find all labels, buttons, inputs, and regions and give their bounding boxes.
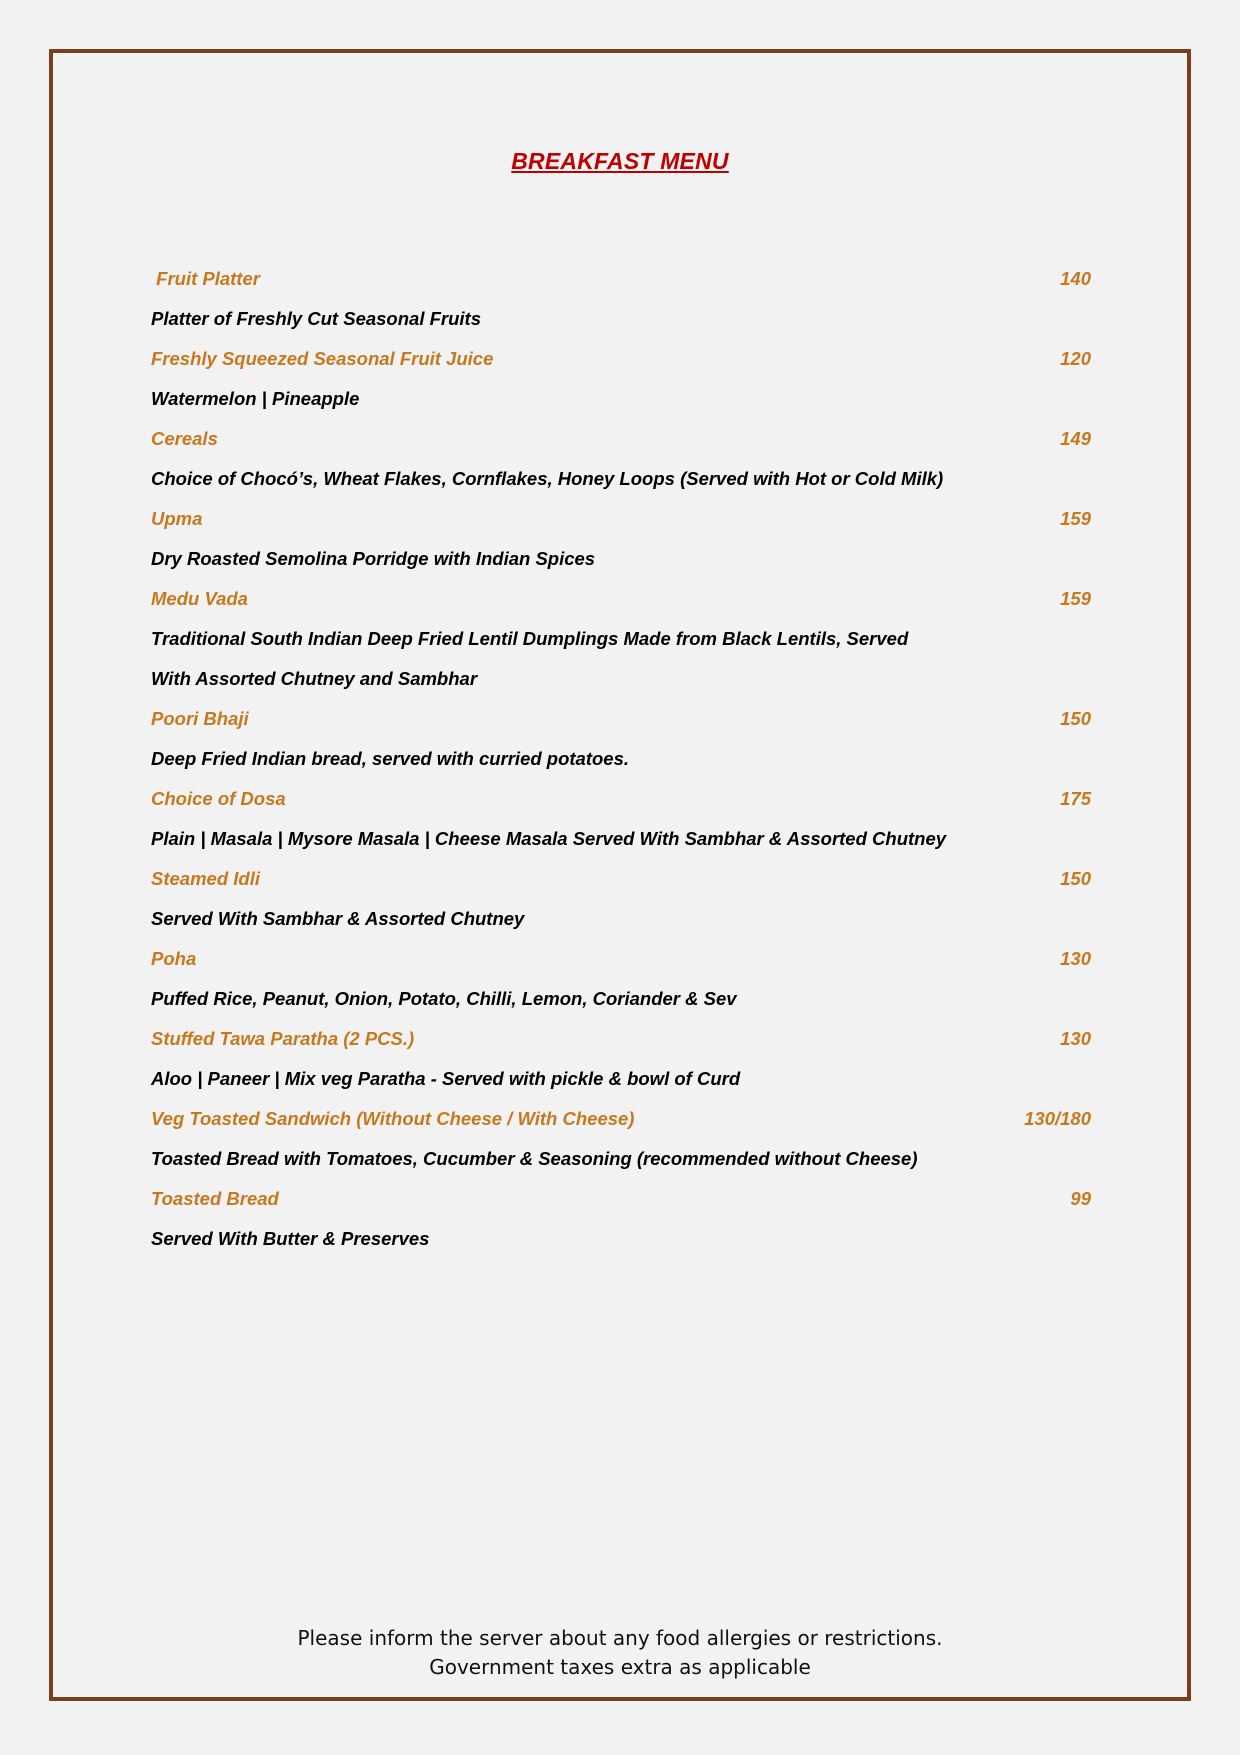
menu-item-name: Poori Bhaji — [151, 708, 249, 729]
menu-item-price: 130 — [1060, 948, 1091, 969]
menu-item-row — [151, 1102, 1091, 1142]
menu-item-price: 159 — [1060, 508, 1091, 529]
menu-item-name: Stuffed Tawa Paratha (2 PCS.) — [151, 1028, 415, 1049]
menu-item-row — [151, 702, 1091, 742]
menu-item-name: Cereals — [151, 428, 218, 449]
menu-item-row — [151, 582, 1091, 622]
menu-title: BREAKFAST MENU — [511, 148, 729, 174]
menu-item-name: Fruit Platter — [151, 268, 260, 289]
menu-item-row — [151, 862, 1091, 902]
menu-item-row — [151, 342, 1091, 382]
menu-item-row — [151, 422, 1091, 462]
menu-item-price: 130/180 — [1024, 1108, 1091, 1129]
menu-item-price: 150 — [1060, 868, 1091, 889]
menu-item-price: 159 — [1060, 588, 1091, 609]
menu-item-price: 150 — [1060, 708, 1091, 729]
menu-item-row — [151, 942, 1091, 982]
menu-list — [151, 262, 1091, 1262]
menu-item-description: Dry Roasted Semolina Porridge with Indian Spices — [151, 548, 596, 569]
menu-item-price: 175 — [1060, 788, 1091, 809]
menu-item-row — [151, 502, 1091, 542]
menu-item-description: Choice of Chocó’s, Wheat Flakes, Cornflakes, Honey Loops (Served with Hot or Cold Milk) — [151, 468, 944, 489]
menu-item-description: Watermelon | Pineapple — [151, 388, 360, 409]
menu-item-name: Freshly Squeezed Seasonal Fruit Juice — [151, 348, 494, 369]
footer-allergy-note: Please inform the server about any food allergies or restrictions. — [297, 1626, 943, 1650]
menu-item-description: With Assorted Chutney and Sambhar — [151, 668, 478, 689]
menu-item-description: Traditional South Indian Deep Fried Lentil Dumplings Made from Black Lentils, Served — [151, 628, 909, 649]
menu-item-description: Aloo | Paneer | Mix veg Paratha - Served with pickle & bowl of Curd — [151, 1068, 741, 1089]
menu-item-description: Plain | Masala | Mysore Masala | Cheese Masala Served With Sambhar & Assorted Chutney — [151, 828, 947, 849]
menu-item-row — [151, 1182, 1091, 1222]
menu-item-price: 149 — [1060, 428, 1091, 449]
menu-item-description: Served With Butter & Preserves — [151, 1228, 430, 1249]
menu-item-description: Toasted Bread with Tomatoes, Cucumber & Seasoning (recommended without Cheese) — [151, 1148, 918, 1169]
menu-item-row — [151, 1022, 1091, 1062]
footer-notes — [0, 1624, 1240, 1682]
menu-item-name: Steamed Idli — [151, 868, 260, 889]
menu-item-name: Poha — [151, 948, 197, 969]
footer-tax-note: Government taxes extra as applicable — [429, 1655, 811, 1679]
menu-item-name: Veg Toasted Sandwich (Without Cheese / With Cheese) — [151, 1108, 635, 1129]
menu-item-name: Upma — [151, 508, 203, 529]
menu-item-price: 99 — [1070, 1188, 1091, 1209]
menu-item-row — [151, 262, 1091, 302]
menu-item-row — [151, 782, 1091, 822]
menu-item-price: 140 — [1060, 268, 1091, 289]
menu-item-description: Platter of Freshly Cut Seasonal Fruits — [151, 308, 481, 329]
menu-item-description: Served With Sambhar & Assorted Chutney — [151, 908, 525, 929]
menu-item-name: Toasted Bread — [151, 1188, 279, 1209]
menu-item-price: 130 — [1060, 1028, 1091, 1049]
menu-item-description: Puffed Rice, Peanut, Onion, Potato, Chilli, Lemon, Coriander & Sev — [151, 988, 737, 1009]
menu-item-description: Deep Fried Indian bread, served with curried potatoes. — [151, 748, 630, 769]
menu-item-name: Medu Vada — [151, 588, 248, 609]
menu-item-name: Choice of Dosa — [151, 788, 286, 809]
menu-item-price: 120 — [1060, 348, 1091, 369]
